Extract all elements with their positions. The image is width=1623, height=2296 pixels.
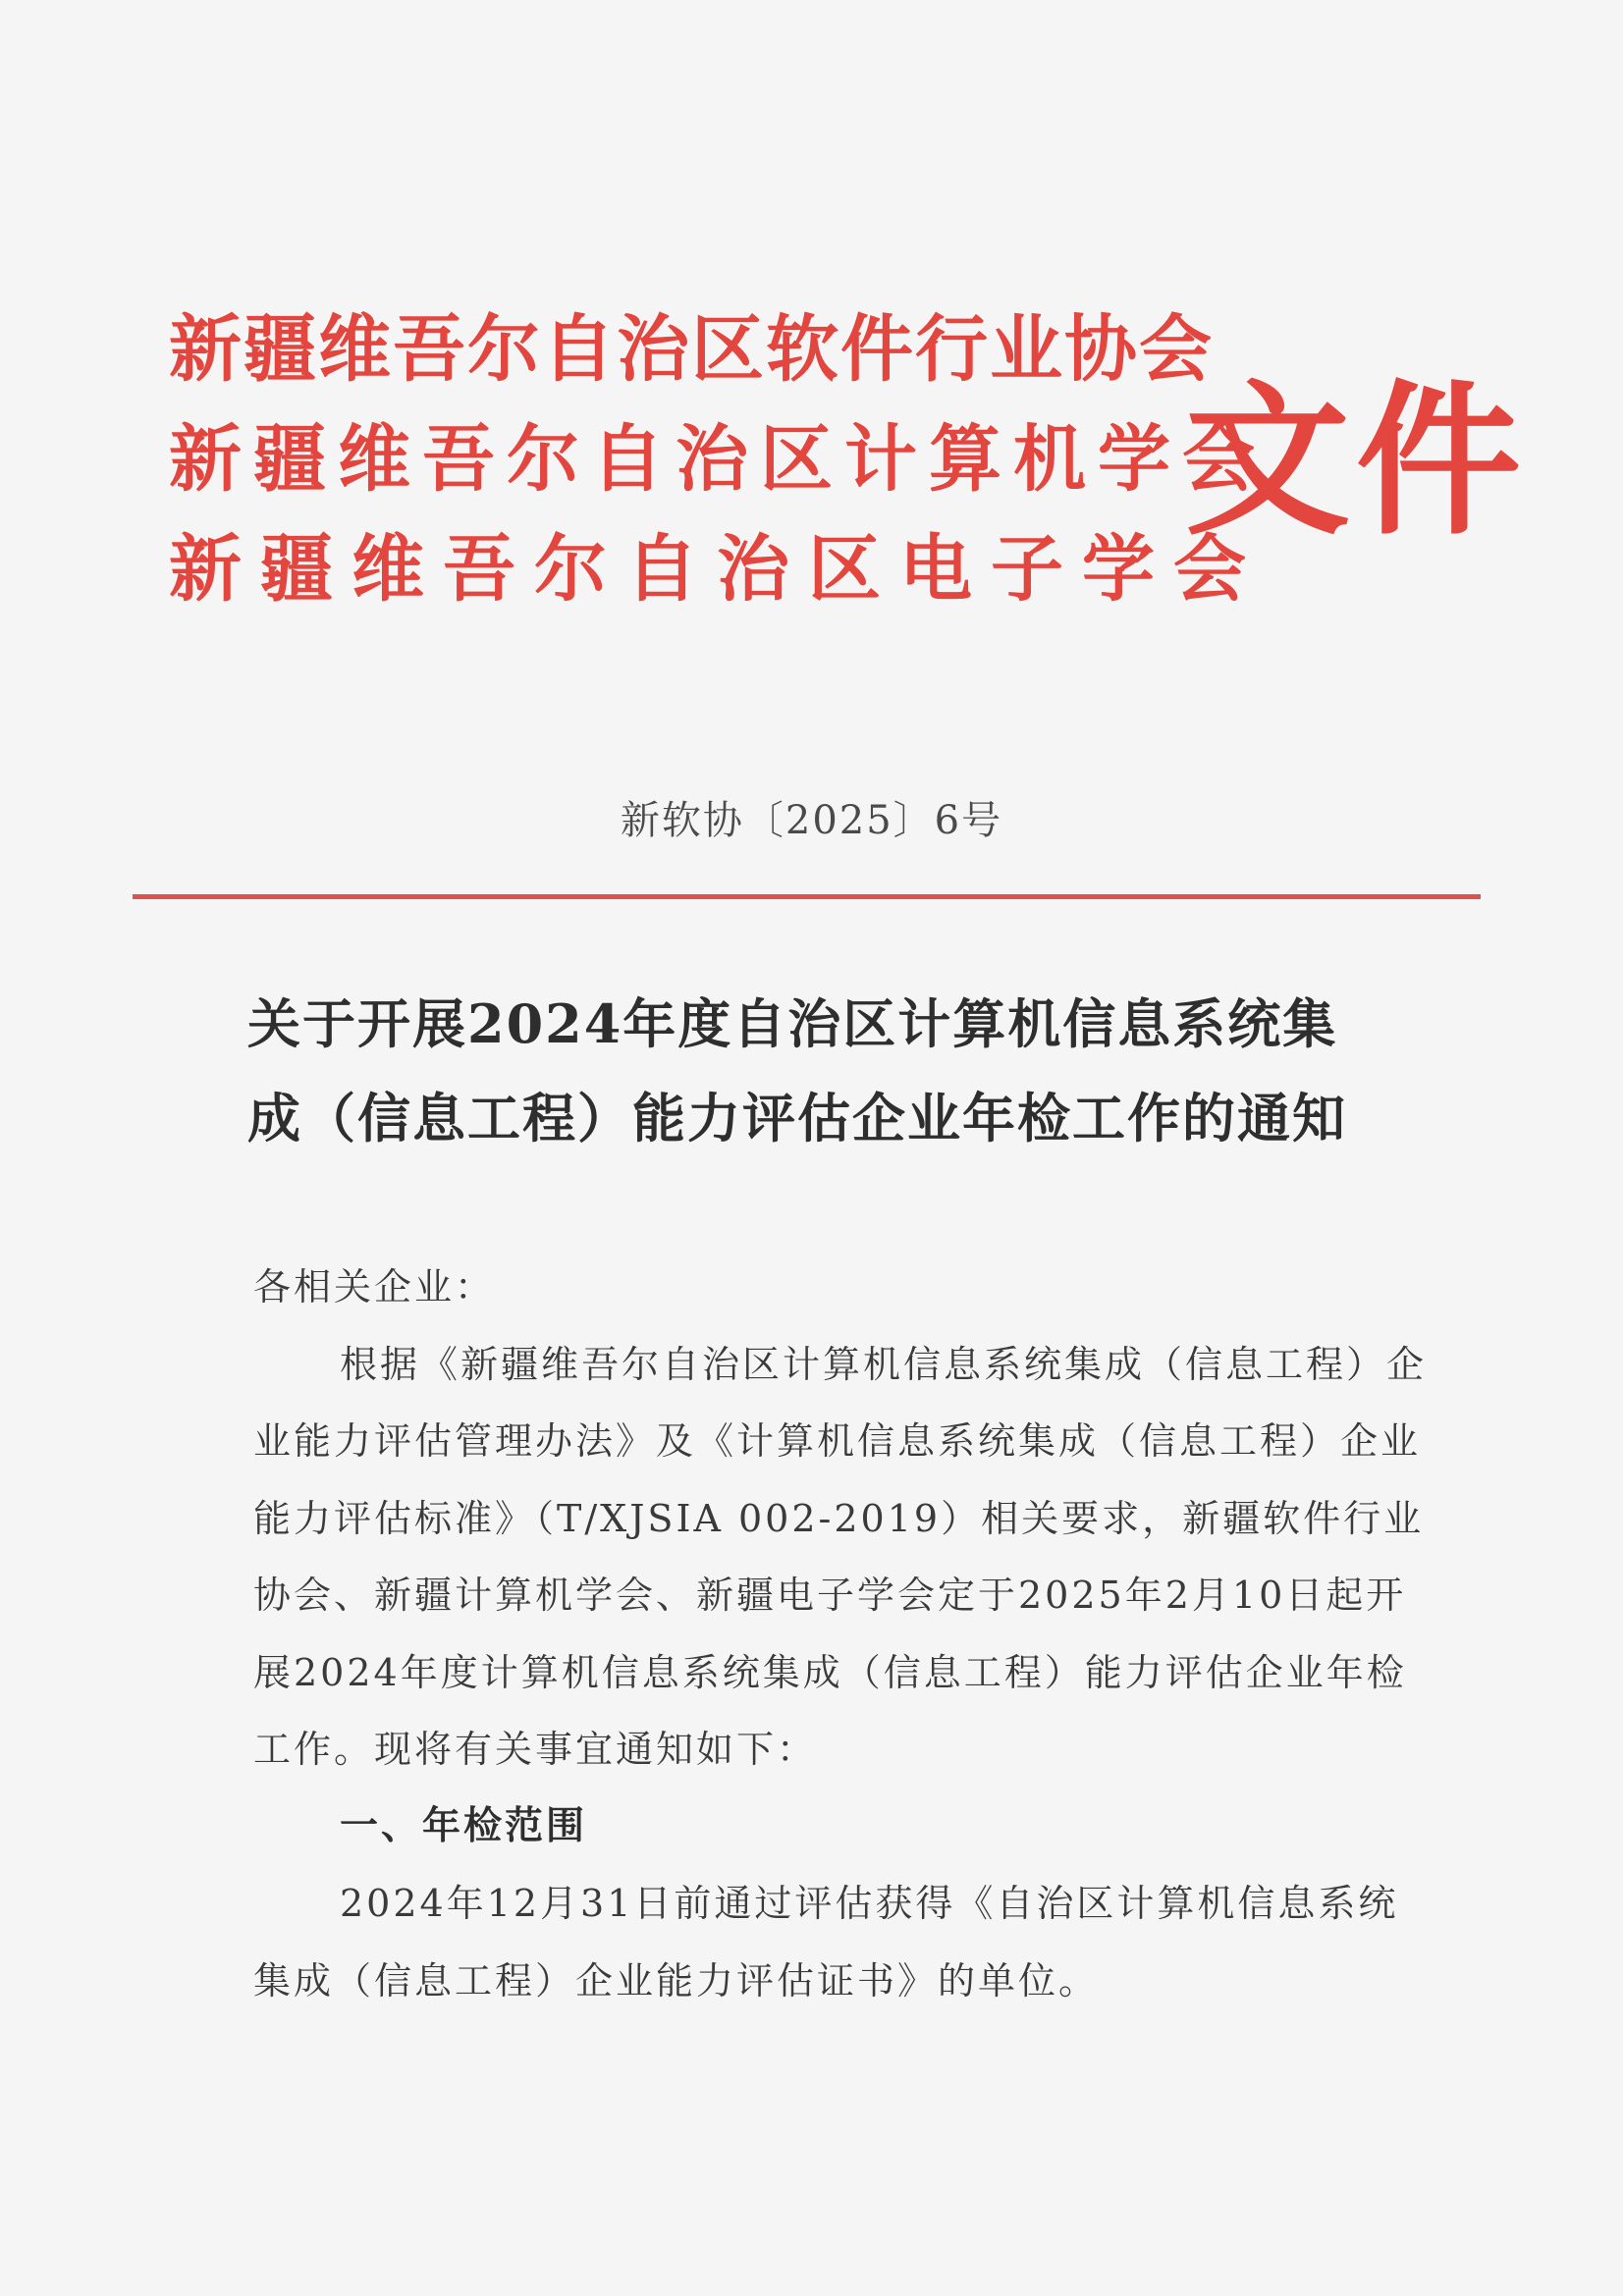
salutation: 各相关企业： <box>253 1265 496 1308</box>
document-number: 新软协〔2025〕6号 <box>620 798 1003 843</box>
section-heading-scope: 一、年检范围 <box>340 1803 588 1848</box>
header-divider-line <box>133 894 1481 899</box>
organization-name-electronics-society: 新疆维吾尔自治区电子学会 <box>169 527 1265 612</box>
issuing-organizations <box>169 294 1267 624</box>
organization-name-software-association: 新疆维吾尔自治区软件行业协会 <box>169 307 1214 392</box>
notice-title-line-2: 成（信息工程）能力评估企业年检工作的通知 <box>247 1087 1347 1149</box>
notice-title-line-1: 关于开展2024年度自治区计算机信息系统集 <box>247 992 1338 1055</box>
document-type-label: 文件 <box>1185 365 1527 558</box>
letterhead <box>169 294 1527 618</box>
notice-title <box>247 977 1455 1165</box>
notice-body <box>253 1249 1432 2019</box>
section-scope-text: 2024年12月31日前通过评估获得《自治区计算机信息系统集成（信息工程）企业能力评估证书》的单位。 <box>253 1882 1399 2002</box>
intro-paragraph: 根据《新疆维吾尔自治区计算机信息系统集成（信息工程）企业能力评估管理办法》及《计算机信息系统集成（信息工程）企业能力评估标准》（T/XJSIA 002-2019）相关要求，新疆软件行业协会、新疆计算机学会、新疆电子学会定于2025年2月10日起开展2024年度计算机信息系统集成（信息工程）能力评估企业年检工作。现将有关事宜通知如下： <box>253 1342 1428 1771</box>
organization-name-computer-society: 新疆维吾尔自治区计算机学会 <box>169 417 1267 502</box>
